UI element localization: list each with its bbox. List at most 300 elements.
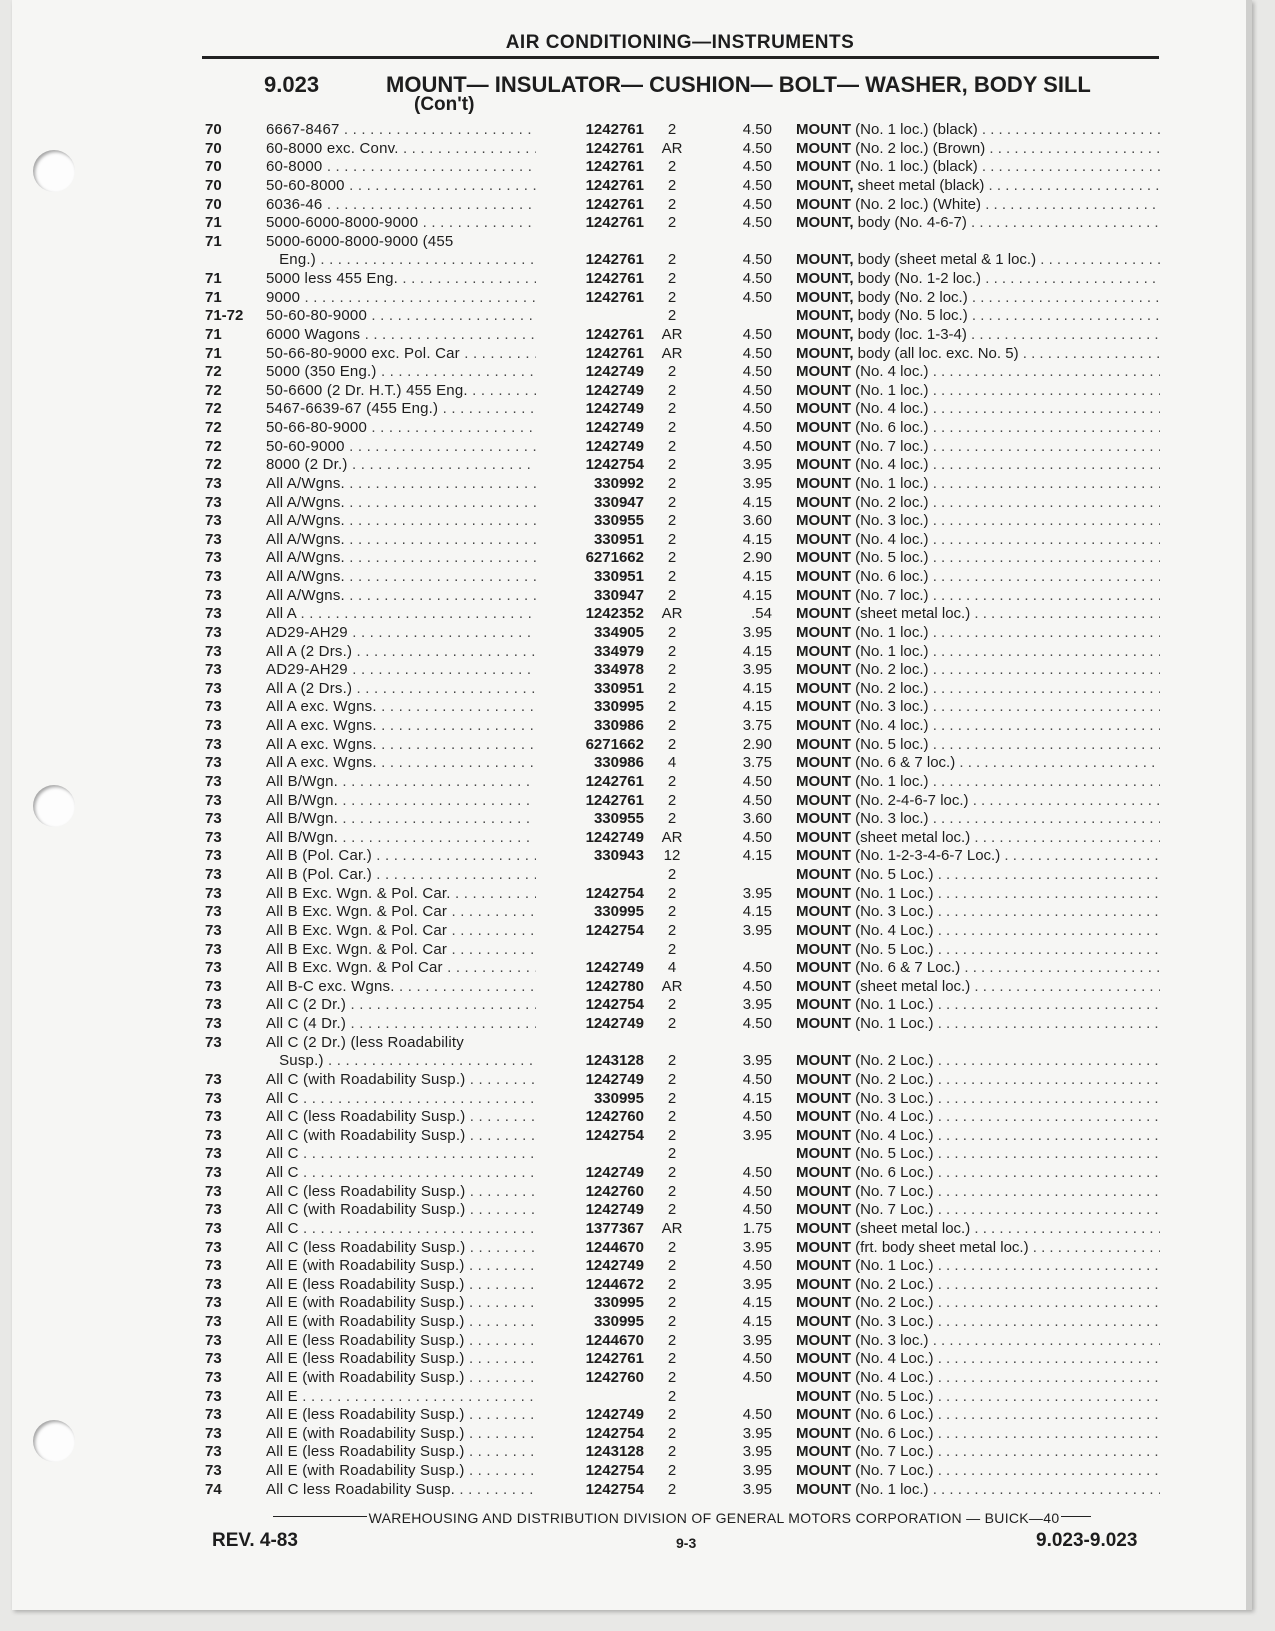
description-text: (sheet metal loc.) [851, 828, 971, 846]
price-cell: 3.75 [742, 717, 772, 734]
description-keyword: MOUNT, [796, 270, 854, 287]
description-keyword: MOUNT [796, 1294, 851, 1312]
table-row [0, 885, 1275, 904]
quantity-cell: 12 [663, 847, 681, 865]
table-row [0, 643, 1275, 662]
part-number-cell: 334979 [593, 642, 644, 660]
year-cell: 73 [205, 474, 222, 492]
table-row [0, 1127, 1275, 1146]
year-cell: 73 [205, 1201, 222, 1219]
price-cell: 4.50 [742, 1070, 772, 1088]
description-text: (No. 7 Loc.) [851, 1201, 934, 1219]
year-cell: 73 [205, 679, 222, 697]
price-cell: 3.95 [742, 1126, 772, 1144]
price-cell: 4.50 [742, 1350, 772, 1368]
description-text: (No. 4 Loc.) [851, 1368, 934, 1386]
description-keyword: MOUNT [796, 679, 851, 697]
description-keyword: MOUNT, [796, 307, 854, 325]
table-row [0, 196, 1275, 215]
quantity-cell: 2 [667, 1015, 677, 1032]
table-row [0, 1052, 1275, 1071]
description-text: sheet metal (black) [853, 176, 985, 194]
year-cell: 73 [205, 1424, 222, 1442]
description-text: body (No. 2 loc.) [853, 288, 968, 306]
model-cell: All E (less Roadability Susp.) . . . [266, 1276, 536, 1295]
description-cell [796, 400, 1160, 419]
model-cell: Eng.) . . . [266, 251, 536, 270]
part-number-cell: 1242761 [585, 121, 644, 138]
model-cell: All E (less Roadability Susp.) . . . [266, 1332, 536, 1351]
quantity-cell: 2 [667, 1313, 677, 1330]
quantity-cell: AR [661, 977, 683, 995]
description-keyword: MOUNT [796, 810, 851, 828]
table-row [0, 494, 1275, 513]
model-cell: All C . . . [266, 1164, 536, 1183]
table-row [0, 829, 1275, 848]
year-cell: 73 [205, 623, 222, 641]
model-cell: All C . . . [266, 1220, 536, 1239]
description-cell [796, 810, 1160, 829]
model-cell: All A (2 Drs.) . . . [266, 680, 536, 699]
section-title: MOUNT— INSULATOR— CUSHION— BOLT— WASHER, BODY SILL [386, 72, 1091, 97]
description-text: (No. 5 Loc.) [851, 1145, 934, 1163]
model-cell: All A . . . [266, 605, 536, 624]
model-cell: 6667-8467 . . . [266, 121, 536, 140]
price-cell: 3.95 [742, 456, 772, 474]
description-keyword: MOUNT [796, 1350, 851, 1368]
model-cell: 5000-6000-8000-9000 . . . [266, 214, 536, 233]
description-cell [796, 1145, 1160, 1164]
year-cell: 70 [205, 139, 222, 157]
description-cell [796, 549, 1160, 568]
part-number-cell: 1242749 [585, 1015, 644, 1032]
price-cell: 4.50 [742, 828, 772, 846]
year-cell: 73 [205, 1368, 222, 1386]
price-cell: 1.75 [742, 1219, 772, 1237]
year-cell: 73 [205, 586, 222, 604]
model-cell: All A/Wgns. . . . [266, 512, 536, 531]
description-keyword: MOUNT [796, 1406, 851, 1424]
year-cell: 73 [205, 1294, 222, 1312]
model-cell: All B (Pol. Car.) . . . [266, 847, 536, 866]
price-cell: 4.50 [742, 251, 772, 269]
year-cell: 73 [205, 1406, 222, 1424]
table-row [0, 1369, 1275, 1388]
year-cell: 73 [205, 791, 222, 809]
part-number-cell: 1244672 [585, 1275, 644, 1293]
description-text: (No. 7 Loc.) [851, 1443, 934, 1461]
price-cell: 4.50 [742, 791, 772, 809]
model-cell: All A exc. Wgns. . . . [266, 754, 536, 773]
quantity-cell: 2 [667, 1126, 677, 1144]
description-text: (No. 7 loc.) [851, 437, 929, 455]
part-number-cell: 1242749 [585, 1406, 644, 1424]
description-keyword: MOUNT [796, 717, 851, 734]
table-row [0, 214, 1275, 233]
description-keyword: MOUNT [796, 996, 851, 1014]
part-number-cell: 330995 [593, 1313, 644, 1330]
price-cell: 4.15 [742, 903, 772, 921]
price-cell: 4.15 [742, 642, 772, 660]
model-cell: 8000 (2 Dr.) . . . [266, 456, 536, 475]
table-row [0, 1332, 1275, 1351]
table-row [0, 531, 1275, 550]
table-row [0, 698, 1275, 717]
quantity-cell: 2 [667, 1424, 677, 1442]
description-cell [796, 1425, 1160, 1444]
price-cell: 4.50 [742, 1257, 772, 1275]
description-cell [796, 382, 1160, 401]
description-keyword: MOUNT, [796, 288, 854, 306]
model-cell: All C (2 Dr.) . . . [266, 996, 536, 1015]
price-cell: 4.50 [742, 195, 772, 213]
description-text: (No. 3 loc.) [851, 1331, 929, 1349]
description-text: (No. 5 Loc.) [851, 1387, 934, 1405]
model-cell: All E (less Roadability Susp.) . . . [266, 1406, 536, 1425]
price-cell: 3.95 [742, 474, 772, 492]
quantity-cell: 2 [667, 493, 677, 511]
description-text: (No. 5 Loc.) [851, 940, 934, 958]
footer-publisher-text: WAREHOUSING AND DISTRIBUTION DIVISION OF GENERAL MOTORS CORPORATION — BUICK—40 [368, 1510, 1060, 1526]
description-cell [796, 1183, 1160, 1202]
description-keyword: MOUNT [796, 568, 851, 585]
description-cell [796, 1350, 1160, 1369]
description-cell [796, 363, 1160, 382]
description-text: (No. 1 Loc.) [851, 1257, 934, 1275]
description-cell [796, 1388, 1160, 1407]
price-cell: 4.15 [742, 847, 772, 865]
year-cell: 73 [205, 847, 222, 865]
table-row [0, 922, 1275, 941]
table-row [0, 680, 1275, 699]
quantity-cell: 2 [667, 1089, 677, 1107]
description-text: (No. 1 Loc.) [851, 1015, 934, 1032]
description-text: (No. 6 Loc.) [851, 1424, 934, 1442]
year-cell: 73 [205, 828, 222, 846]
year-cell: 73 [205, 1126, 222, 1144]
table-row [0, 866, 1275, 885]
table-row [0, 1183, 1275, 1202]
description-cell [796, 1201, 1160, 1220]
table-row [0, 903, 1275, 922]
price-cell: 4.50 [742, 270, 772, 287]
description-text: (No. 2 Loc.) [851, 1052, 934, 1070]
year-cell: 70 [205, 176, 222, 194]
price-cell: 4.15 [742, 586, 772, 604]
table-row [0, 177, 1275, 196]
part-number-cell: 330986 [593, 754, 644, 772]
part-number-cell: 1242761 [585, 772, 644, 790]
description-cell [796, 661, 1160, 680]
table-row [0, 382, 1275, 401]
description-text: (No. 2 loc.) [851, 493, 929, 511]
part-number-cell: 1242754 [585, 1424, 644, 1442]
description-cell [796, 419, 1160, 438]
model-cell: 5000 (350 Eng.) . . . [266, 363, 536, 382]
description-keyword: MOUNT [796, 977, 851, 995]
section-number: 9.023 [264, 72, 320, 97]
table-row [0, 624, 1275, 643]
model-cell: All A/Wgns. . . . [266, 494, 536, 513]
model-cell: All E (with Roadability Susp.) . . . [266, 1462, 536, 1481]
price-cell: 4.50 [742, 176, 772, 194]
description-text: (No. 3 Loc.) [851, 1089, 934, 1107]
part-number-cell: 1244670 [585, 1331, 644, 1349]
quantity-cell: 2 [667, 623, 677, 641]
price-cell: 2.90 [742, 549, 772, 567]
part-number-cell: 330947 [593, 493, 644, 511]
year-cell: 73 [205, 1070, 222, 1088]
description-text: (No. 2 loc.) [851, 679, 929, 697]
quantity-cell: 2 [667, 176, 677, 194]
table-row [0, 140, 1275, 159]
description-text: (No. 2 Loc.) [851, 1294, 934, 1312]
description-keyword: MOUNT [796, 158, 851, 176]
year-cell: 73 [205, 1275, 222, 1293]
price-cell: 4.50 [742, 381, 772, 399]
price-cell: 3.95 [742, 661, 772, 679]
description-cell [796, 773, 1160, 792]
model-cell: 5000 less 455 Eng. . . . [266, 270, 536, 289]
description-keyword: MOUNT [796, 1257, 851, 1275]
header-divider [202, 56, 1159, 59]
description-cell [796, 1313, 1160, 1332]
description-text: body (No. 4-6-7) [853, 214, 967, 232]
quantity-cell: AR [661, 139, 683, 157]
part-number-cell: 330986 [593, 717, 644, 734]
year-cell: 73 [205, 772, 222, 790]
description-keyword: MOUNT [796, 400, 851, 418]
description-cell [796, 866, 1160, 885]
quantity-cell: 2 [667, 1368, 677, 1386]
table-row [0, 307, 1275, 326]
model-cell: 50-60-9000 . . . [266, 438, 536, 457]
description-text: (No. 2 loc.) [851, 661, 929, 679]
table-row [0, 251, 1275, 270]
part-number-cell: 1242761 [585, 176, 644, 194]
quantity-cell: 2 [667, 642, 677, 660]
model-cell: All E (with Roadability Susp.) . . . [266, 1425, 536, 1444]
price-cell: 3.60 [742, 512, 772, 530]
quantity-cell: 2 [667, 158, 677, 176]
table-row [0, 475, 1275, 494]
table-row [0, 1313, 1275, 1332]
description-cell [796, 1052, 1160, 1071]
description-keyword: MOUNT [796, 1313, 851, 1330]
description-keyword: MOUNT, [796, 176, 854, 194]
table-row [0, 1425, 1275, 1444]
section-reference: 9.023-9.023 [1036, 1530, 1138, 1551]
description-keyword: MOUNT [796, 1331, 851, 1349]
description-cell [796, 829, 1160, 848]
description-cell [796, 1276, 1160, 1295]
table-row [0, 419, 1275, 438]
description-keyword: MOUNT [796, 139, 851, 157]
quantity-cell: 2 [667, 288, 677, 306]
table-row [0, 959, 1275, 978]
description-cell [796, 1481, 1160, 1500]
year-cell: 73 [205, 1108, 222, 1126]
price-cell: 4.15 [742, 679, 772, 697]
description-text: body (No. 5 loc.) [853, 307, 968, 325]
description-keyword: MOUNT [796, 903, 851, 921]
part-number-cell: 1242754 [585, 1126, 644, 1144]
description-text: (frt. body sheet metal loc.) [851, 1238, 1029, 1256]
part-number-cell: 1242761 [585, 325, 644, 343]
description-text: (No. 1 loc.) [851, 623, 929, 641]
quantity-cell: 2 [667, 1201, 677, 1219]
table-row [0, 941, 1275, 960]
description-keyword: MOUNT [796, 1424, 851, 1442]
year-cell: 73 [205, 1238, 222, 1256]
quantity-cell: 2 [667, 772, 677, 790]
description-text: (No. 7 Loc.) [851, 1182, 934, 1200]
description-keyword: MOUNT [796, 884, 851, 902]
description-cell [796, 251, 1160, 270]
description-cell [796, 177, 1160, 196]
table-row [0, 121, 1275, 140]
description-cell [796, 587, 1160, 606]
model-cell: Susp.) . . . [266, 1052, 536, 1071]
description-text: (No. 4 loc.) [851, 363, 929, 381]
model-cell: All B Exc. Wgn. & Pol. Car. . . . [266, 885, 536, 904]
year-cell: 71 [205, 288, 222, 306]
description-text: (No. 3 Loc.) [851, 1313, 934, 1330]
price-cell: 4.50 [742, 363, 772, 381]
year-cell: 73 [205, 1089, 222, 1107]
description-cell [796, 1164, 1160, 1183]
description-text: (No. 1 loc.) [851, 381, 929, 399]
description-text: (No. 4 Loc.) [851, 921, 934, 939]
price-cell: 4.50 [742, 1368, 772, 1386]
part-number-cell: 1242352 [585, 605, 644, 623]
price-cell: 4.50 [742, 1406, 772, 1424]
price-cell: 4.50 [742, 288, 772, 306]
table-row [0, 1443, 1275, 1462]
description-cell [796, 270, 1160, 289]
part-number-cell: 1242761 [585, 270, 644, 287]
description-cell [796, 792, 1160, 811]
description-cell [796, 698, 1160, 717]
year-cell: 73 [205, 959, 222, 977]
quantity-cell: 2 [667, 474, 677, 492]
description-cell [796, 512, 1160, 531]
quantity-cell: 2 [667, 1480, 677, 1498]
price-cell: 3.95 [742, 996, 772, 1014]
quantity-cell: AR [661, 605, 683, 623]
part-number-cell: 1242749 [585, 828, 644, 846]
year-cell: 73 [205, 642, 222, 660]
description-keyword: MOUNT [796, 772, 851, 790]
model-cell: All A/Wgns. . . . [266, 475, 536, 494]
quantity-cell: 2 [667, 1406, 677, 1424]
description-text: (No. 1-2-3-4-6-7 Loc.) [851, 847, 1001, 865]
description-text: (No. 1 loc.) (black) [851, 121, 978, 138]
year-cell: 73 [205, 884, 222, 902]
year-cell: 73 [205, 1164, 222, 1181]
table-row [0, 345, 1275, 364]
price-cell: 3.95 [742, 623, 772, 641]
table-row [0, 1108, 1275, 1127]
table-row [0, 847, 1275, 866]
price-cell: .54 [751, 605, 772, 623]
part-number-cell: 1242754 [585, 1462, 644, 1479]
description-cell [796, 996, 1160, 1015]
quantity-cell: 2 [667, 307, 677, 325]
quantity-cell: AR [661, 344, 683, 362]
year-cell: 73 [205, 1257, 222, 1275]
year-cell: 73 [205, 661, 222, 679]
model-cell: All E (with Roadability Susp.) . . . [266, 1313, 536, 1332]
description-keyword: MOUNT, [796, 344, 854, 362]
price-cell: 4.50 [742, 1108, 772, 1126]
description-cell [796, 1108, 1160, 1127]
description-text: (sheet metal loc.) [851, 605, 971, 623]
year-cell: 73 [205, 810, 222, 828]
description-keyword: MOUNT [796, 1275, 851, 1293]
part-number-cell: 1242749 [585, 419, 644, 436]
description-cell [796, 140, 1160, 159]
part-number-cell: 330995 [593, 698, 644, 716]
price-cell: 4.15 [742, 698, 772, 716]
price-cell: 3.75 [742, 754, 772, 772]
footer-underline-right [1061, 1516, 1091, 1517]
year-cell: 73 [205, 1350, 222, 1368]
description-cell [796, 717, 1160, 736]
quantity-cell: 2 [667, 419, 677, 436]
description-cell [796, 121, 1160, 140]
description-cell [796, 736, 1160, 755]
year-cell: 73 [205, 996, 222, 1014]
description-text: (No. 3 loc.) [851, 698, 929, 716]
table-row [0, 754, 1275, 773]
description-text: (No. 5 loc.) [851, 735, 929, 753]
model-cell: All B/Wgn. . . . [266, 792, 536, 811]
part-number-cell: 1242760 [585, 1108, 644, 1126]
quantity-cell: 2 [667, 400, 677, 418]
quantity-cell: 2 [667, 568, 677, 585]
description-cell [796, 1071, 1160, 1090]
price-cell: 4.50 [742, 214, 772, 232]
description-cell [796, 438, 1160, 457]
description-cell [796, 941, 1160, 960]
table-row [0, 1015, 1275, 1034]
quantity-cell: 2 [667, 251, 677, 269]
quantity-cell: 2 [667, 1238, 677, 1256]
model-cell: 50-60-8000 . . . [266, 177, 536, 196]
price-cell: 4.50 [742, 1164, 772, 1181]
model-cell: All A/Wgns. . . . [266, 531, 536, 550]
quantity-cell: 2 [667, 270, 677, 287]
description-keyword: MOUNT [796, 735, 851, 753]
description-keyword: MOUNT [796, 1015, 851, 1032]
part-number-cell: 330995 [593, 1294, 644, 1312]
price-cell: 3.95 [742, 1462, 772, 1479]
price-cell: 2.90 [742, 735, 772, 753]
footer-underline-left [273, 1516, 367, 1517]
model-cell: All E (less Roadability Susp.) . . . [266, 1350, 536, 1369]
description-keyword: MOUNT [796, 493, 851, 511]
part-number-cell: 1242780 [585, 977, 644, 995]
model-cell: All C (less Roadability Susp.) . . . [266, 1239, 536, 1258]
year-cell: 73 [205, 605, 222, 623]
model-cell: All C . . . [266, 1090, 536, 1109]
price-cell: 3.95 [742, 1424, 772, 1442]
table-row [0, 512, 1275, 531]
quantity-cell: 2 [667, 530, 677, 548]
part-number-cell: 330951 [593, 568, 644, 585]
description-text: (No. 6 loc.) [851, 568, 929, 585]
